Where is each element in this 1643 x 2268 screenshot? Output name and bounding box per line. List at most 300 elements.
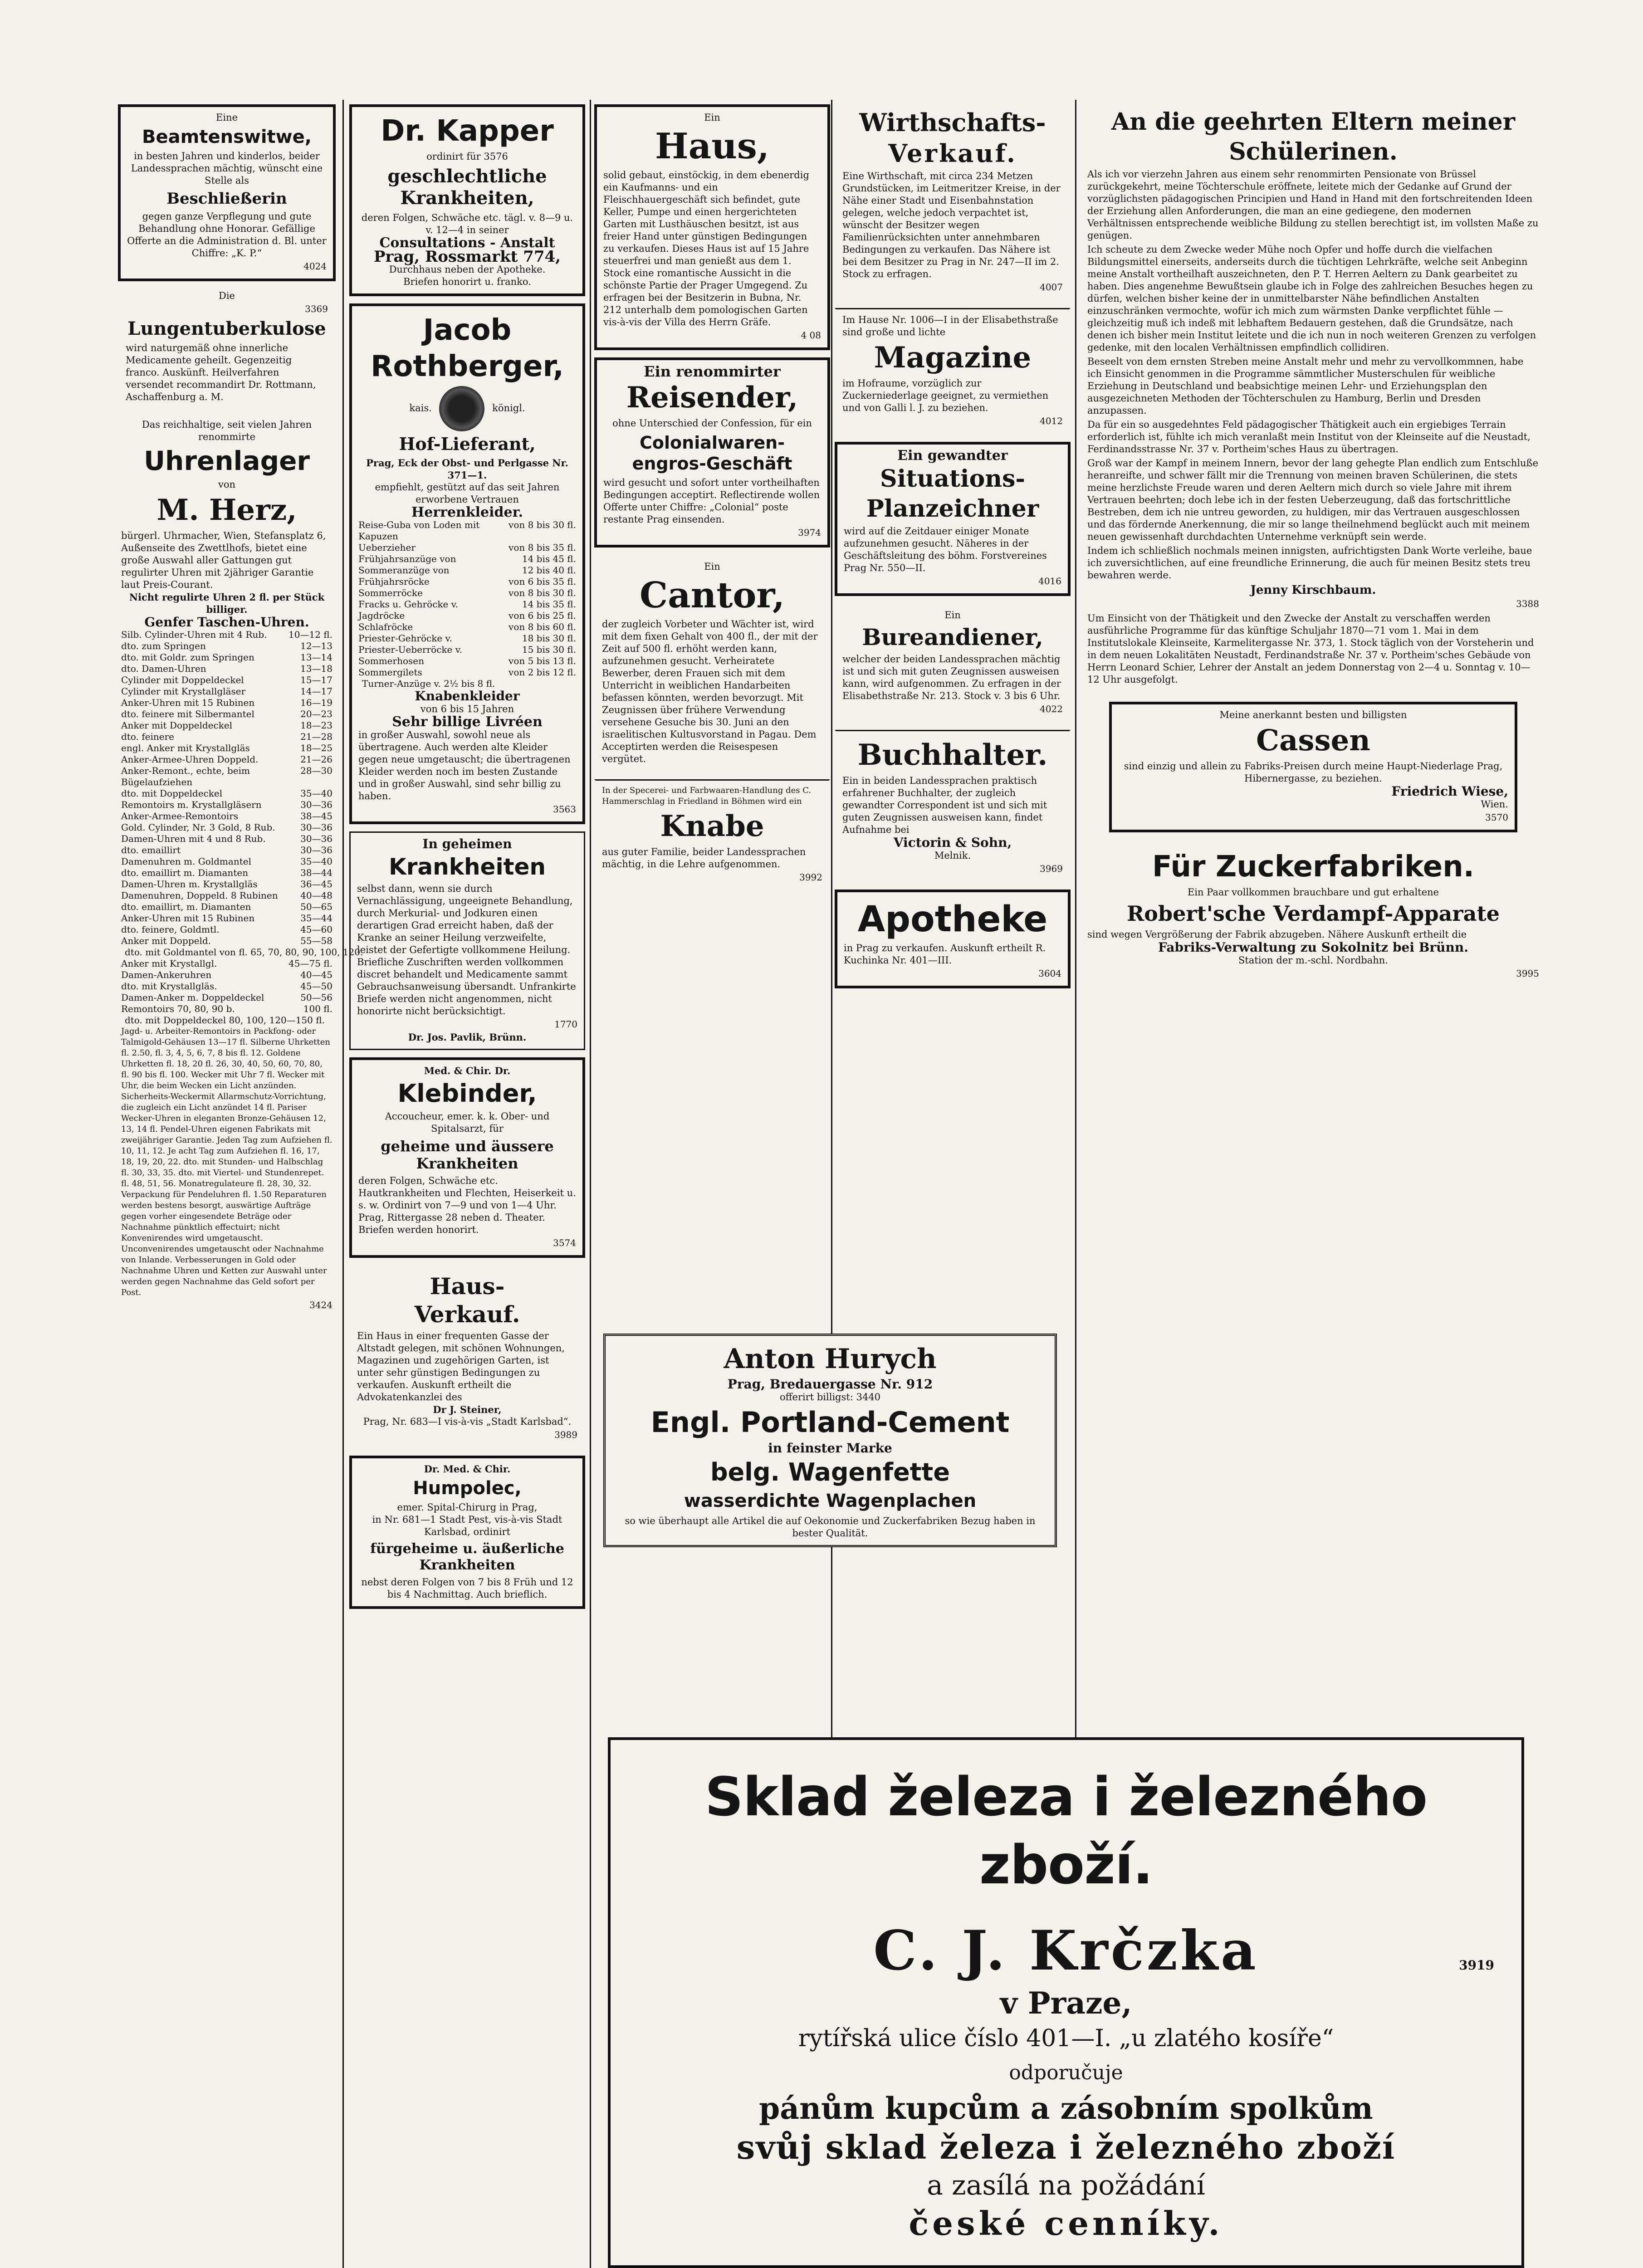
price-value: 18—25 bbox=[300, 743, 333, 753]
price-row bbox=[121, 822, 333, 833]
price-row bbox=[121, 686, 333, 697]
price-value: 45—50 bbox=[300, 981, 333, 992]
column-rule bbox=[590, 100, 591, 2268]
price-item: Turner-Anzüge v. 2½ bis 8 fl. bbox=[362, 678, 495, 689]
ad-buchhalter bbox=[835, 730, 1071, 882]
ad-number: 3369 bbox=[305, 303, 328, 314]
ad-title: Krankheiten bbox=[388, 854, 546, 880]
ad-apotheke bbox=[835, 890, 1071, 988]
price-row bbox=[121, 890, 333, 901]
price-row bbox=[121, 935, 333, 947]
ad-number: 3604 bbox=[1038, 968, 1061, 979]
price-item: Damenuhren m. Goldmantel bbox=[121, 856, 251, 867]
ad-paragraph: Um Einsicht von der Thätigkeit und den Zwecke der Anstalt zu verschaffen werden ausführliche Programme für das künftige Schuljahr 1870—71 vom 1. Mai in dem Institutslokale Kleinseite, Karmelitergasse Nr. 373, 1. Stock täglich von der Vorsteherin und in dem neuen Lokalitäten Neustadt, Ferdinandstraße Nr. 37 v. Portheim'sches Gebäude von Herrn Leonard Schier, Lehrer der Anstalt an jedem Donnerstag von 2—4 u. Sonntag v. 10—12 Uhr ausgefolgt. bbox=[1087, 613, 1534, 685]
ad-intro: Ein renommirter bbox=[644, 363, 781, 380]
price-value: 35—40 bbox=[300, 856, 333, 867]
ad-intro: In geheimen bbox=[422, 836, 512, 851]
price-value: 38—45 bbox=[300, 811, 333, 821]
ad-intro: ordinirt für bbox=[426, 151, 481, 162]
price-value: von 2 bis 12 fl. bbox=[509, 667, 576, 678]
price-item: Gold. Cylinder, Nr. 3 Gold, 8 Rub. bbox=[121, 822, 275, 833]
price-value: 50—56 bbox=[300, 992, 333, 1003]
ad-address: Prag, Bredauergasse Nr. 912 bbox=[727, 1377, 933, 1392]
price-row bbox=[121, 629, 333, 640]
price-item: Damenuhren, Doppeld. 8 Rubinen bbox=[121, 890, 278, 901]
ad-body: aus guter Familie, beider Landessprachen mächtig, in die Lehre aufgenommen. bbox=[602, 846, 806, 870]
banner-city: v Praze, bbox=[1000, 1985, 1132, 2021]
price-row bbox=[121, 1003, 333, 1015]
ad-eltern bbox=[1080, 104, 1547, 694]
price-row bbox=[121, 992, 333, 1003]
ad-title: Planzeichner bbox=[866, 495, 1039, 523]
ad-title: Wirthschafts- bbox=[859, 108, 1046, 137]
ad-name: Dr J. Steiner, bbox=[433, 1404, 502, 1415]
ad-zuckerfabriken bbox=[1080, 841, 1547, 987]
ad-number: 4 08 bbox=[801, 330, 821, 341]
ad-subheading: Knabenkleider bbox=[415, 689, 520, 704]
price-value: 21—26 bbox=[300, 754, 333, 765]
price-row bbox=[121, 709, 333, 720]
price-value: 38—44 bbox=[300, 867, 333, 878]
ad-title: geschlechtliche Krankheiten, bbox=[387, 166, 547, 209]
ad-intro: kais. bbox=[409, 402, 432, 414]
price-value: 30—36 bbox=[300, 822, 333, 833]
ad-intro: Eine bbox=[216, 112, 238, 123]
ad-body: solid gebaut, einstöckig, in dem ebenerdig ein Kaufmanns- und ein Fleischhauergeschäft sich befindet, gute Keller, Pumpe und einen hergerichteten Garten mit Lusthäuschen besitzt, ist aus freier Hand unter günstigen Bedingungen zu verkaufen. Dieses Haus ist auf 15 Jahre steuerfrei und man genießt aus dem 1. Stock eine romantische Aussicht in die schönste Partie der Prager Umgegend. Zu erfragen bei der Besitzerin in Bubna, Nr. 212 unterhalb dem pomologischen Garten vis-à-vis der Villa des Herrn Gräfe. bbox=[603, 170, 809, 327]
ad-address: Prag, Rossmarkt 774, bbox=[373, 248, 561, 266]
price-row bbox=[121, 731, 333, 743]
price-value: von 8 bis 60 fl. bbox=[509, 621, 576, 632]
ad-hurych bbox=[603, 1334, 1057, 1547]
price-item: dto. mit Krystallgläs. bbox=[121, 981, 217, 992]
price-value: 28—30 bbox=[300, 765, 333, 776]
ad-body: Ein Haus in einer frequenten Gasse der Altstadt gelegen, mit schönen Wohnungen, Magazinen und zugehörigen Garten, ist unter sehr günstigen Bedingungen zu verkaufen. Auskunft ertheilt die Advokatenkanzlei des bbox=[357, 1330, 565, 1403]
ad-number: 3388 bbox=[1516, 598, 1539, 609]
price-row bbox=[121, 765, 333, 788]
ad-title: Buchhalter. bbox=[857, 738, 1048, 772]
price-value: 14 bis 45 fl. bbox=[522, 553, 576, 564]
banner-text: a zasílá na požádání bbox=[927, 2170, 1205, 2201]
price-value: 35—40 bbox=[300, 788, 333, 799]
ad-name: Jacob bbox=[423, 313, 512, 347]
price-value: 18—23 bbox=[300, 720, 333, 731]
ad-body: sind einzig und allein zu Fabriks-Preisen durch meine Haupt-Niederlage Prag, Hibernergasse, zu beziehen. bbox=[1124, 761, 1503, 784]
price-value: 13—14 bbox=[300, 652, 333, 663]
ad-number: 4022 bbox=[1040, 704, 1063, 714]
price-row bbox=[121, 879, 333, 890]
price-value: 30—36 bbox=[300, 833, 333, 844]
ad-name: M. Herz, bbox=[156, 493, 297, 527]
ad-number: 3969 bbox=[1040, 863, 1063, 874]
ad-body: empfiehlt, gestützt auf das seit Jahren erworbene Vertrauen bbox=[375, 482, 560, 505]
ad-title: Robert'sche Verdampf-Apparate bbox=[1127, 901, 1500, 926]
ad-body: Durchhaus neben der Apotheke. bbox=[389, 264, 546, 275]
price-value: 13—18 bbox=[300, 663, 333, 674]
ad-title: Cassen bbox=[1256, 723, 1370, 758]
ad-number: 4007 bbox=[1040, 282, 1063, 293]
price-item: Anker mit Krystallgl. bbox=[121, 958, 217, 969]
ad-beamtenswitwe bbox=[118, 104, 336, 281]
ad-subheading: in feinster Marke bbox=[768, 1441, 892, 1456]
ad-intro: Ein Paar vollkommen brauchbare und gut erhaltene bbox=[1187, 887, 1439, 898]
ad-title: Für Zuckerfabriken. bbox=[1152, 850, 1475, 884]
banner-firm: C. J. Krčzka bbox=[873, 1919, 1259, 1983]
ad-name: Humpolec, bbox=[413, 1478, 522, 1499]
price-item: Sommergilets bbox=[358, 667, 422, 678]
price-row bbox=[358, 565, 576, 576]
price-row bbox=[121, 754, 333, 765]
ad-name: Klebinder, bbox=[397, 1079, 537, 1108]
price-item: Silb. Cylinder-Uhren mit 4 Rub. bbox=[121, 629, 267, 640]
price-row bbox=[358, 610, 576, 621]
price-item: engl. Anker mit Krystallgläs bbox=[121, 743, 250, 753]
ad-humpolec bbox=[349, 1456, 585, 1609]
banner-text: odporučuje bbox=[1009, 2061, 1123, 2084]
price-row bbox=[121, 811, 333, 822]
price-row bbox=[358, 519, 576, 542]
ad-name: Victorin & Sohn, bbox=[893, 835, 1012, 850]
price-row bbox=[358, 678, 576, 689]
column-a bbox=[118, 104, 363, 2268]
ad-title: Magazine bbox=[874, 341, 1032, 375]
ad-wirthschaft bbox=[835, 104, 1071, 301]
ad-body: so wie überhaupt alle Artikel die auf Oekonomie und Zuckerfabriken Bezug haben in bester Qualität. bbox=[625, 1515, 1036, 1539]
price-row bbox=[121, 969, 333, 981]
price-item: dto. zum Springen bbox=[121, 640, 206, 651]
price-item: dto. feinere bbox=[121, 731, 174, 742]
banner-address: rytířská ulice číslo 401—I. „u zlatého kosíře“ bbox=[798, 2025, 1334, 2052]
price-value: 15—17 bbox=[300, 675, 333, 685]
ad-cantor bbox=[594, 555, 830, 772]
ad-body: im Hofraume, vorzüglich zur Zuckerniederlage geeignet, zu vermiethen und von Galli l. J. zu beziehen. bbox=[842, 378, 1049, 413]
ad-situationszeichner bbox=[835, 442, 1071, 596]
price-row bbox=[121, 1015, 333, 1026]
price-row bbox=[358, 542, 576, 553]
ad-subheading: Genfer Taschen-Uhren. bbox=[144, 615, 309, 630]
price-item: Frühjahrsröcke bbox=[358, 576, 430, 587]
price-row bbox=[121, 788, 333, 799]
ad-body: bürgerl. Uhrmacher, Wien, Stefansplatz 6, Außenseite des Zwettlhofs, bietet eine große Auswahl aller Gattungen gut regulirter Uhren mit 2jähriger Garantie laut Preis-Courant. bbox=[121, 530, 326, 590]
ad-body: sind wegen Vergrößerung der Fabrik abzugeben. Nähere Auskunft ertheilt die bbox=[1087, 929, 1467, 940]
ad-intro: Meine anerkannt besten und billigsten bbox=[1219, 709, 1407, 720]
ad-number: 3974 bbox=[798, 527, 821, 538]
ad-paragraph: Ich scheute zu dem Zwecke weder Mühe noch Opfer und hoffe durch die vielfachen Bildungsmittel einerseits, anderseits durch die tüchtigen Lehrkräfte, welche seit Anbeginn meine Anstalt vortheilhaft auszeichneten, den P. T. Herren Aeltern zu Dank gearbeitet zu haben. Dies angenehme Bewußtsein glaube ich in Folge des zahlreichen Besuches hegen zu dürfen, welchen bisher keine der in unmittelbarster Nähe befindlichen Anstalten einzuschränken vermochte, wofür ich mich zum wärmsten Danke verpflichtet fühle — gleichzeitig muß ich indeß mit lebhaftem Bedauern gestehen, daß die Grundsätze, nach denen ich bisher mein Institut leitete und die ich nun in noch weiteren Grenzen zu verfolgen gedenke, mit den localen Verhältnissen empfindlich collidiren. bbox=[1087, 244, 1536, 353]
ad-title: Haus- bbox=[430, 1273, 505, 1300]
price-list bbox=[121, 629, 363, 1026]
ad-intro: Ein bbox=[704, 561, 720, 572]
eagle-emblem-icon bbox=[439, 386, 484, 431]
ad-title: geheime und äussere Krankheiten bbox=[381, 1138, 554, 1172]
ad-intro: Im Hause Nr. 1006—I in der Elisabethstraße sind große und lichte bbox=[842, 314, 1058, 337]
ad-klebinder bbox=[349, 1057, 585, 1258]
ad-intro: Med. & Chir. Dr. bbox=[424, 1065, 511, 1076]
ad-title: Bureandiener, bbox=[862, 624, 1043, 650]
price-value: 14 bis 35 fl. bbox=[522, 599, 576, 610]
ad-title: Situations- bbox=[880, 465, 1025, 493]
ad-name: Dr. Jos. Pavlik, Brünn. bbox=[408, 1031, 527, 1043]
ad-number: 4016 bbox=[1038, 576, 1061, 587]
price-row bbox=[358, 655, 576, 667]
price-value: 14—17 bbox=[300, 686, 333, 697]
ad-paragraph: Beseelt von dem ernsten Streben meine Anstalt mehr und mehr zu vervollkommnen, habe ich Einsicht genommen in die Programme sämmtlicher Musterschulen für weibliche Erziehung in Deutschland und beabsichtige meinen Lehr- und Erziehungsplan den ausgezeichneten Methoden der Töchterschulen zu Hamburg, Berlin und Dresden anzupassen. bbox=[1087, 356, 1524, 416]
ad-body: Accoucheur, emer. k. k. Ober- und Spitalsarzt, für bbox=[385, 1111, 550, 1134]
price-item: Priester-Gehröcke v. bbox=[358, 633, 452, 644]
price-row bbox=[358, 621, 576, 633]
ad-paragraph: Indem ich schließlich nochmals meinen innigsten, aufrichtigsten Dank Worte verleihe, baue ich zuversichtlichen, auf eine freundliche Erinnerung, die auch für meinen Besitz stets treu bewahren werde. bbox=[1087, 545, 1532, 581]
price-value: 30—36 bbox=[300, 845, 333, 855]
ad-name: Dr. Kapper bbox=[381, 114, 554, 148]
price-item: dto. emaillirt bbox=[121, 845, 181, 855]
ad-title: belg. Wagenfette bbox=[710, 1458, 950, 1486]
ad-address: Station der m.-schl. Nordbahn. bbox=[1238, 955, 1388, 966]
price-row bbox=[358, 576, 576, 587]
ad-number: 3574 bbox=[553, 1237, 576, 1248]
price-row bbox=[358, 553, 576, 565]
price-value: 55—58 bbox=[300, 935, 333, 946]
ad-address: Prag, Eck der Obst- und Perlgasse Nr. 371—1. bbox=[366, 457, 568, 481]
ad-reisender bbox=[594, 357, 830, 547]
ad-body: der zugleich Vorbeter und Wächter ist, wird mit dem fixen Gehalt von 400 fl., der mit der Zeit auf 500 fl. erhöht werden kann, aufzunehmen gesucht. Verheiratete Bewerber, deren Frauen sich mit dem Unterricht in weiblichen Handarbeiten befassen könnten, werden bevorzugt. Mit Zeugnissen über frühere Verwendung versehene Gesuche bis 30. Juni an den israelitischen Kultusvorstand in Pagau. Dem Acceptirten werden die Reisespesen vergütet. bbox=[602, 619, 818, 764]
price-item: dto. Damen-Uhren bbox=[121, 663, 206, 674]
price-value: von 8 bis 30 fl. bbox=[509, 587, 576, 598]
ad-subheading: Sehr billige Livréen bbox=[392, 714, 543, 730]
price-item: dto. emaillirt, m. Diamanten bbox=[121, 901, 251, 912]
price-item: Damen-Anker m. Doppeldeckel bbox=[121, 992, 264, 1003]
price-item: Fracks u. Gehröcke v. bbox=[358, 599, 458, 610]
price-item: Jagdröcke bbox=[358, 610, 405, 621]
price-item: Damen-Ankeruhren bbox=[121, 969, 212, 980]
ad-intro: Dr. Med. & Chir. bbox=[424, 1463, 511, 1475]
price-row bbox=[121, 867, 333, 879]
price-value: 15 bis 30 fl. bbox=[522, 644, 576, 655]
banner-text: pánům kupcům a zásobním spolkům bbox=[759, 2091, 1373, 2126]
price-row bbox=[358, 667, 576, 678]
price-value: 18 bis 30 fl. bbox=[522, 633, 576, 644]
ad-name: Friedrich Wiese, bbox=[1391, 784, 1508, 799]
ad-signature: Jenny Kirschbaum. bbox=[1250, 583, 1376, 597]
ad-body: emer. Spital-Chirurg in Prag, bbox=[397, 1502, 538, 1513]
price-item: Anker-Remont., echte, beim Bügelaufziehen bbox=[121, 765, 250, 787]
ad-rothberger bbox=[349, 303, 585, 824]
ad-body: in besten Jahren und kinderlos, beider Landessprachen mächtig, wünscht eine Stelle als bbox=[131, 151, 323, 186]
ad-body: wird naturgemäß ohne innerliche Medicamente geheilt. Gegenzeitig franco. Auskünft. Heilverfahren versendet recommandirt Dr. Rottmann, Aschaffenburg a. M. bbox=[126, 342, 316, 402]
price-value: von 6 bis 25 fl. bbox=[509, 610, 576, 621]
price-value: 20—23 bbox=[300, 709, 333, 719]
price-row bbox=[358, 633, 576, 644]
price-row bbox=[121, 856, 333, 867]
price-item: Sommerröcke bbox=[358, 587, 423, 598]
price-item: dto. emaillirt m. Diamanten bbox=[121, 867, 249, 878]
price-item: Remontoirs 70, 80, 90 b. bbox=[121, 1003, 235, 1014]
ad-address: Prag, Nr. 683—I vis-à-vis „Stadt Karlsbad“. bbox=[363, 1416, 572, 1427]
banner-title: Sklad železa i železného zboží. bbox=[704, 1765, 1428, 1896]
ad-title: Schülerinen. bbox=[1229, 138, 1398, 166]
price-row bbox=[121, 640, 333, 652]
price-value: von 8 bis 35 fl. bbox=[509, 542, 576, 553]
ad-title: wasserdichte Wagenplachen bbox=[684, 1491, 977, 1511]
price-value: 21—28 bbox=[300, 731, 333, 742]
price-row bbox=[121, 947, 363, 958]
ad-intro: Ein bbox=[944, 610, 961, 621]
ad-body: Eine Wirthschaft, mit circa 234 Metzen Grundstücken, im Leitmeritzer Kreise, in der Nähe einer Stadt und Eisenbahnstation gelegen, welche jedoch verpachtet ist, wünscht der Besitzer wegen Familienrücksichten unter annehmbaren Bedingungen zu verkaufen. Das Nähere ist bei dem Besitzer zu Prag in Nr. 247—II im 2. Stock zu erfragen. bbox=[842, 171, 1061, 279]
ad-body: deren Folgen, Schwäche etc. Hautkrankheiten und Flechten, Heiserkeit u. s. w. Ordinirt von 7—9 und von 1—4 Uhr. Prag, Rittergasse 28 neben d. Theater. Briefen werden honorirt. bbox=[358, 1175, 576, 1235]
ad-name: Rothberger, bbox=[371, 350, 564, 383]
ad-intro: königl. bbox=[492, 402, 525, 414]
price-item: dto. mit Goldr. zum Springen bbox=[121, 652, 254, 663]
ad-bureandiener bbox=[835, 603, 1071, 723]
ad-title: Beamtenswitwe, bbox=[142, 127, 312, 147]
ad-title: Verkauf. bbox=[414, 1301, 520, 1328]
price-row bbox=[121, 833, 333, 845]
ad-address: Melnik. bbox=[934, 850, 971, 861]
ad-title: Cantor, bbox=[640, 575, 785, 616]
ad-subheading: Nicht regulirte Uhren 2 fl. per Stück billiger. bbox=[129, 591, 325, 615]
price-item: Ueberzieher bbox=[358, 542, 416, 553]
ad-paragraph: Als ich vor vierzehn Jahren aus einem sehr renommirten Pensionate von Brüssel zurückgekehrt, meine Töchterschule eröffnete, leitete mich der Gedanke auf Grund der vorzüglichsten pädagogischen Principien und Hand in Hand mit den fortschreitenden Ideen der Erziehung allen Anforderungen, die man an eine gediegene, den modernen Verhältnissen entsprechende weibliche Bildung zu stellen berechtigt ist, im vollsten Maße zu genügen. bbox=[1087, 169, 1539, 241]
ad-intro: Die bbox=[219, 290, 235, 301]
ad-kapper bbox=[349, 104, 585, 296]
price-item: dto. mit Doppeldeckel 80, 100, 120—150 fl. bbox=[125, 1015, 325, 1026]
ad-body: wird gesucht und sofort unter vortheilhaften Bedingungen acceptirt. Reflectirende wollen Offerte unter Chiffre: „Colonial“ poste restante Prag einsenden. bbox=[603, 477, 820, 525]
price-value: 16—19 bbox=[300, 697, 333, 708]
ad-title: Hof-Lieferant, bbox=[399, 434, 536, 454]
ad-subheading: Consultations - Anstalt bbox=[379, 235, 555, 251]
ad-body: von 6 bis 15 Jahren bbox=[420, 704, 514, 714]
ad-number: 4012 bbox=[1040, 415, 1063, 426]
ad-number: 3570 bbox=[1485, 812, 1508, 823]
price-row bbox=[121, 913, 333, 924]
ad-name: Anton Hurych bbox=[724, 1343, 937, 1375]
price-item: dto. mit Doppeldeckel bbox=[121, 788, 223, 799]
price-value: 12 bis 40 fl. bbox=[522, 565, 576, 576]
ad-number: 4024 bbox=[303, 261, 327, 272]
ad-body: selbst dann, wenn sie durch Vernachlässigung, ungeeignete Behandlung, durch Merkurial- und Jodkuren einen derartigen Grad erreicht haben, daß der Kranke an seiner Heilung verzweifelte, leistet der Gefertigte vollkommene Heilung. Briefliche Zuschriften werden vollkommen discret behandelt und Medicamente sammt Gebrauchsanweisung übersandt. Unfrankirte Briefe werden nicht angenommen, nicht honorirte nicht berücksichtigt. bbox=[357, 883, 576, 1017]
price-item: Anker-Armee-Remontoirs bbox=[121, 811, 239, 821]
ad-body: Briefen honorirt u. franko. bbox=[403, 276, 531, 287]
ad-cassen bbox=[1109, 702, 1517, 832]
ad-title: Knabe bbox=[660, 809, 764, 843]
price-item: Remontoirs m. Krystallgläsern bbox=[121, 799, 262, 810]
column-b bbox=[349, 104, 585, 2268]
price-item: Anker-Uhren mit 15 Rubinen bbox=[121, 697, 255, 708]
ad-banner-krczka bbox=[608, 1737, 1524, 2268]
ad-number: 3563 bbox=[553, 804, 576, 815]
price-value: 50—65 bbox=[300, 901, 333, 912]
ad-geheime-krankheiten bbox=[349, 831, 585, 1050]
ad-body: welcher der beiden Landessprachen mächtig ist und sich mit guten Zeugnissen ausweisen kann, wird aufgenommen. Zu erfragen in der Elisabethstraße Nr. 213. Stock v. 3 bis 6 Uhr. bbox=[842, 654, 1061, 701]
price-row bbox=[121, 958, 333, 969]
price-value: von 8 bis 30 fl. bbox=[509, 519, 576, 530]
price-item: dto. feinere mit Silbermantel bbox=[121, 709, 254, 719]
ad-body: in großer Auswahl, sowohl neue als übertragene. Auch werden alte Kleider gegen neue umgetauscht; die übertragenen Kleider werden noch im besten Zustande und in großer Auswahl, sind sehr billig zu haben. bbox=[358, 729, 571, 802]
ad-intro: Das reichhaltige, seit vielen Jahren renommirte bbox=[142, 419, 312, 442]
price-row bbox=[121, 675, 333, 686]
ad-number: 3576 bbox=[484, 151, 508, 162]
price-row bbox=[358, 644, 576, 655]
ad-body: ohne Unterschied der Confession, für ein bbox=[612, 418, 812, 429]
price-item: Frühjahrsanzüge von bbox=[358, 553, 456, 564]
ad-intro: Ein gewandter bbox=[897, 448, 1008, 464]
price-value: 10—12 fl. bbox=[289, 629, 333, 640]
price-value: 36—45 bbox=[300, 879, 333, 890]
price-item: Damen-Uhren m. Krystallgläs bbox=[121, 879, 258, 890]
ad-name: Fabriks-Verwaltung zu Sokolnitz bei Brünn. bbox=[1158, 940, 1468, 955]
price-value: von 6 bis 35 fl. bbox=[509, 576, 576, 587]
ad-intro: In der Specerei- und Farbwaaren-Handlung des C. Hammerschlag in Friedland in Böhmen wird ein bbox=[602, 786, 812, 806]
price-item: Cylinder mit Doppeldeckel bbox=[121, 675, 244, 685]
banner-text: české cenníky. bbox=[909, 2204, 1223, 2243]
ad-body: Ein in beiden Landessprachen praktisch erfahrener Buchhalter, der zugleich gewandter Correspondent ist und sich mit guten Zeugnissen ausweisen kann, findet Aufnahme bei bbox=[842, 775, 1047, 835]
price-item: Priester-Ueberröcke v. bbox=[358, 644, 462, 655]
ad-title: Reisender, bbox=[626, 381, 798, 415]
price-value: 40—48 bbox=[300, 890, 333, 901]
ad-number: 3989 bbox=[554, 1429, 577, 1440]
price-item: Anker mit Doppeldeckel bbox=[121, 720, 233, 731]
ad-title: Engl. Portland-Cement bbox=[650, 1406, 1010, 1439]
ad-subheading: Herrenkleider. bbox=[411, 504, 523, 520]
ad-title: Lungentuberkulose bbox=[127, 318, 326, 339]
price-item: Sommerhosen bbox=[358, 655, 424, 666]
ad-intro: Ein bbox=[704, 112, 720, 123]
price-list bbox=[358, 519, 576, 689]
ad-von: von bbox=[218, 479, 236, 490]
ad-body: gegen ganze Verpflegung und gute Behandlung ohne Honorar. Gefällige Offerte an die Administration d. Bl. unter Chiffre: „K. P.“ bbox=[127, 211, 327, 259]
ad-haus bbox=[594, 104, 830, 350]
price-item: Schlafröcke bbox=[358, 621, 413, 632]
price-value: 40—45 bbox=[300, 969, 333, 980]
price-value: 12—13 bbox=[300, 640, 333, 651]
price-item: Reise-Guba von Loden mit Kapuzen bbox=[358, 519, 480, 542]
price-item: Anker mit Doppeld. bbox=[121, 935, 211, 946]
ad-title: Apotheke bbox=[857, 899, 1048, 940]
price-value: von 5 bis 13 fl. bbox=[509, 655, 576, 666]
price-item: dto. mit Goldmantel von fl. 65, 70, 80, 90, 100, 120. bbox=[125, 947, 363, 958]
ad-role: Beschließerin bbox=[166, 190, 287, 208]
ad-address: Wien. bbox=[1481, 799, 1508, 810]
ad-title: fürgeheime u. äußerliche Krankheiten bbox=[370, 1541, 564, 1573]
price-item: Cylinder mit Krystallgläser bbox=[121, 686, 246, 697]
price-value: 100 fl. bbox=[303, 1003, 333, 1014]
price-item: Sommeranzüge von bbox=[358, 565, 450, 576]
ad-address: in Nr. 681—1 Stadt Pest, vis-à-vis Stadt Karlsbad, ordinirt bbox=[372, 1514, 562, 1537]
ad-paragraph: Da für ein so ausgedehntes Feld pädagogischer Thätigkeit auch ein ergiebiges Terrain erforderlich ist, fühlte ich mich veranlaßt mein Institut von der Kleinseite auf die Neustadt, Ferdinandsstrasse Nr. 37 v. Portheim'sches Haus zu übertragen. bbox=[1087, 419, 1531, 455]
price-value: 30—36 bbox=[300, 799, 333, 810]
ad-paragraph: Groß war der Kampf in meinem Innern, bevor der lang gehegte Plan endlich zum Entschluße heranreifte, und schwer fällt mir die Trennung von meinen braven Schülerinen, die stets meine herzlichste Freude waren und deren Aeltern mich durch so viele Jahre mit ihrem Vertrauen beehrten; doch lebe ich in der festen Ueberzeugung, daß das fortschrittliche Bestreben, dem ich nie untreu geworden, zu huldigen, mir das Vertrauen ausgeschlossen und das fördernde Anerkennung, die mir so lange theilnehmend beglückt auch mit meinem neuen gewissenhaft durchdachten Unternehme verknüpft sein werde. bbox=[1087, 458, 1539, 542]
ad-subheading: Colonialwaren-engros-Geschäft bbox=[632, 433, 792, 474]
price-row bbox=[358, 599, 576, 610]
price-value: 45—75 fl. bbox=[289, 958, 333, 969]
price-row bbox=[121, 743, 333, 754]
ad-body: wird auf die Zeitdauer einiger Monate aufzunehmen gesucht. Näheres in der Geschäftsleitung des böhm. Forstvereines Prag Nr. 550—II. bbox=[844, 526, 1047, 573]
ad-magazine bbox=[835, 308, 1071, 435]
ad-body: nebst deren Folgen von 7 bis 8 Früh und 12 bis 4 Nachmittag. Auch brieflich. bbox=[361, 1577, 573, 1600]
price-row bbox=[121, 697, 333, 709]
price-row bbox=[121, 845, 333, 856]
ad-number: 1770 bbox=[554, 1019, 577, 1030]
ad-title: An die geehrten Eltern meiner bbox=[1111, 108, 1516, 136]
price-row bbox=[121, 720, 333, 731]
ad-uhrenlager bbox=[118, 417, 363, 1313]
ad-title: Haus, bbox=[655, 126, 769, 167]
price-value: 45—60 bbox=[300, 924, 333, 935]
banner-text: svůj sklad železa i železného zboží bbox=[736, 2128, 1396, 2166]
ad-haus-verkauf bbox=[349, 1265, 585, 1448]
price-row bbox=[358, 587, 576, 599]
ad-number: 3995 bbox=[1516, 968, 1539, 979]
price-row bbox=[121, 652, 333, 663]
price-value: 35—44 bbox=[300, 913, 333, 924]
ad-number: 3424 bbox=[309, 1300, 333, 1310]
